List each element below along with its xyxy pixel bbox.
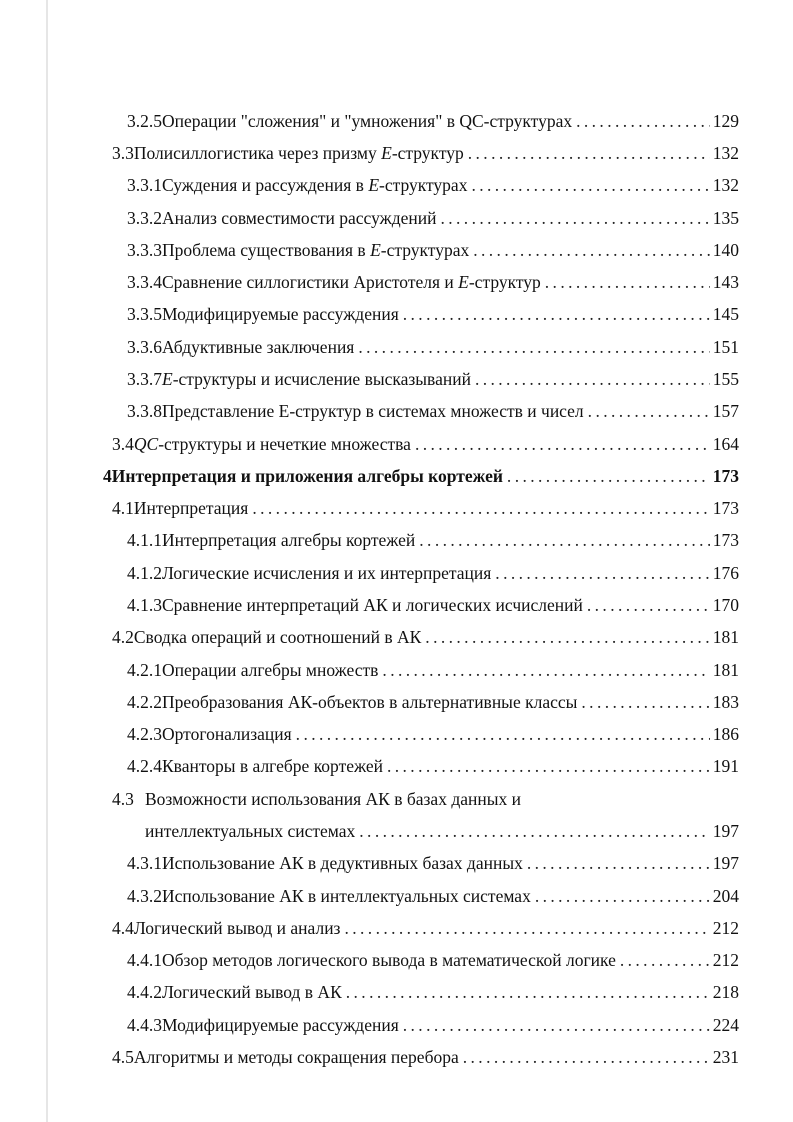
toc-entry-3-3[interactable] [112, 138, 739, 168]
entry-number: 4.1.2 [127, 563, 162, 583]
leader-dots [576, 106, 710, 136]
leader-dots [419, 525, 709, 555]
leader-dots [535, 881, 710, 911]
entry-title: Преобразования АК-объектов в альтернативные классы [162, 692, 578, 712]
toc-entry-3-3-8[interactable] [127, 396, 739, 426]
entry-page: 181 [712, 660, 739, 680]
toc-entry-4-2-2[interactable] [127, 687, 739, 717]
leader-dots [252, 493, 709, 523]
entry-title: Обзор методов логического вывода в математической логике [162, 950, 616, 970]
entry-number: 4.2 [112, 627, 134, 647]
toc-entry-3-3-3[interactable] [127, 235, 739, 265]
entry-number: 4.2.4 [127, 756, 162, 776]
toc-entry-4-4[interactable] [112, 913, 739, 943]
entry-number: 4.5 [112, 1047, 134, 1067]
entry-page: 197 [712, 853, 739, 873]
entry-page: 140 [712, 240, 739, 260]
entry-number: 4 [103, 466, 112, 486]
leader-dots [415, 429, 710, 459]
leader-dots [344, 913, 709, 943]
entry-page: 181 [712, 627, 739, 647]
toc-entry-4-4-2[interactable] [127, 977, 739, 1007]
entry-number: 4.4.1 [127, 950, 162, 970]
entry-title: Использование АК в дедуктивных базах данных [162, 853, 523, 873]
entry-title: Логический вывод в АК [162, 982, 342, 1002]
entry-number: 4.3 [112, 789, 134, 809]
entry-number: 3.3.2 [127, 208, 162, 228]
entry-page: 132 [712, 175, 739, 195]
leader-dots [463, 1042, 710, 1072]
toc-entry-4-5[interactable] [112, 1042, 739, 1072]
toc-entry-3-3-4[interactable] [127, 267, 739, 297]
entry-title: Модифицируемые рассуждения [162, 1015, 399, 1035]
toc-entry-chapter-4[interactable] [103, 461, 739, 491]
entry-number: 3.3.6 [127, 337, 162, 357]
entry-page: 212 [712, 918, 739, 938]
entry-page: 176 [712, 563, 739, 583]
leader-dots [620, 945, 710, 975]
entry-page: 231 [712, 1047, 739, 1067]
entry-number: 4.4.3 [127, 1015, 162, 1035]
entry-title: Полисиллогистика через призму E-структур [133, 143, 464, 163]
toc-entry-4-3[interactable] [112, 784, 739, 814]
entry-title: Ортогонализация [162, 724, 292, 744]
entry-number: 4.3.1 [127, 853, 162, 873]
entry-number: 4.4.2 [127, 982, 162, 1002]
entry-page: 197 [712, 821, 739, 841]
entry-page: 170 [712, 595, 739, 615]
entry-page: 173 [712, 466, 739, 486]
toc-entry-4-2-1[interactable] [127, 655, 739, 685]
entry-title: Сравнение силлогистики Аристотеля и E-структур [162, 272, 541, 292]
leader-dots [587, 590, 710, 620]
leader-dots [545, 267, 710, 297]
toc-entry-3-3-7[interactable] [127, 364, 739, 394]
leader-dots [403, 1010, 710, 1040]
entry-page: 186 [712, 724, 739, 744]
entry-title: Операции "сложения" и "умножения" в QC-структурах [162, 111, 573, 131]
entry-title: Проблема существования в E-структурах [162, 240, 470, 260]
entry-title: Абдуктивные заключения [162, 337, 355, 357]
entry-title: Логические исчисления и их интерпретация [162, 563, 492, 583]
entry-page: 173 [712, 530, 739, 550]
entry-number: 3.3.5 [127, 304, 162, 324]
entry-page: 143 [712, 272, 739, 292]
entry-title: Интерпретация алгебры кортежей [162, 530, 416, 550]
entry-page: 224 [712, 1015, 739, 1035]
leader-dots [440, 203, 709, 233]
entry-title: Суждения и рассуждения в E-структурах [162, 175, 468, 195]
toc-entry-4-4-3[interactable] [127, 1010, 739, 1040]
entry-number: 4.3.2 [127, 886, 162, 906]
entry-title: Анализ совместимости рассуждений [162, 208, 437, 228]
entry-number: 4.1.3 [127, 595, 162, 615]
entry-number: 3.3 [112, 143, 134, 163]
toc-entry-3-2-5[interactable] [127, 106, 739, 136]
entry-title: Использование АК в интеллектуальных системах [162, 886, 531, 906]
leader-dots [468, 138, 710, 168]
toc-entry-4-1-3[interactable] [127, 590, 739, 620]
entry-number: 4.2.1 [127, 660, 162, 680]
entry-page: 173 [712, 498, 739, 518]
toc-entry-4-1[interactable] [112, 493, 739, 523]
entry-page: 155 [712, 369, 739, 389]
leader-dots [358, 332, 709, 362]
entry-title: Сводка операций и соотношений в АК [133, 627, 422, 647]
entry-title-continued: интеллектуальных системах [145, 821, 356, 841]
entry-title: Сравнение интерпретаций АК и логических исчислений [162, 595, 583, 615]
entry-number: 3.3.1 [127, 175, 162, 195]
entry-title: Кванторы в алгебре кортежей [162, 756, 383, 776]
toc-entry-4-2[interactable] [112, 622, 739, 652]
toc-entry-4-3-continued[interactable] [145, 816, 739, 846]
leader-dots [425, 622, 709, 652]
toc-entry-4-1-1[interactable] [127, 525, 739, 555]
toc-entry-4-4-1[interactable] [127, 945, 739, 975]
entry-page: 212 [712, 950, 739, 970]
toc-entry-4-3-1[interactable] [127, 848, 739, 878]
entry-page: 151 [712, 337, 739, 357]
entry-number: 3.3.7 [127, 369, 162, 389]
entry-number: 4.1.1 [127, 530, 162, 550]
leader-dots [359, 816, 709, 846]
entry-title: QC-структуры и нечеткие множества [133, 434, 411, 454]
entry-title: Интерпретация и приложения алгебры кортежей [111, 466, 503, 486]
entry-number: 3.3.4 [127, 272, 162, 292]
entry-number: 4.2.3 [127, 724, 162, 744]
entry-page: 157 [712, 401, 739, 421]
entry-title: Алгоритмы и методы сокращения перебора [133, 1047, 459, 1067]
entry-page: 204 [712, 886, 739, 906]
leader-dots [495, 558, 709, 588]
entry-number: 4.4 [112, 918, 134, 938]
toc-entry-3-4[interactable] [112, 429, 739, 459]
entry-number: 3.3.3 [127, 240, 162, 260]
toc-entry-3-3-6[interactable] [127, 332, 739, 362]
entry-page: 191 [712, 756, 739, 776]
leader-dots [581, 687, 709, 717]
toc-entry-4-2-4[interactable] [127, 751, 739, 781]
entry-title: Операции алгебры множеств [162, 660, 379, 680]
leader-dots [473, 235, 710, 265]
scan-edge [46, 0, 48, 1122]
toc-entry-4-2-3[interactable] [127, 719, 739, 749]
leader-dots [588, 396, 710, 426]
entry-number: 4.2.2 [127, 692, 162, 712]
entry-title: Логический вывод и анализ [133, 918, 341, 938]
entry-page: 164 [712, 434, 739, 454]
leader-dots [507, 461, 710, 491]
toc-entry-3-3-1[interactable] [127, 170, 739, 200]
entry-number: 4.1 [112, 498, 134, 518]
toc-entry-4-3-2[interactable] [127, 881, 739, 911]
entry-page: 183 [712, 692, 739, 712]
toc-entry-3-3-5[interactable] [127, 299, 739, 329]
entry-page: 135 [712, 208, 739, 228]
entry-number: 3.3.8 [127, 401, 162, 421]
entry-number: 3.2.5 [127, 111, 162, 131]
leader-dots [346, 977, 710, 1007]
entry-page: 145 [712, 304, 739, 324]
entry-page: 132 [712, 143, 739, 163]
leader-dots [382, 655, 709, 685]
leader-dots [387, 751, 710, 781]
toc-entry-3-3-2[interactable] [127, 203, 739, 233]
entry-page: 218 [712, 982, 739, 1002]
leader-dots [403, 299, 710, 329]
toc-entry-4-1-2[interactable] [127, 558, 739, 588]
entry-number: 3.4 [112, 434, 134, 454]
entry-title: Представление E-структур в системах множеств и чисел [162, 401, 584, 421]
leader-dots [475, 364, 710, 394]
leader-dots [527, 848, 710, 878]
entry-title: E-структуры и исчисление высказываний [162, 369, 471, 389]
entry-title: Возможности использования АК в базах данных и [145, 789, 521, 809]
entry-title: Интерпретация [133, 498, 249, 518]
leader-dots [296, 719, 710, 749]
leader-dots [471, 170, 709, 200]
entry-title: Модифицируемые рассуждения [162, 304, 399, 324]
entry-page: 129 [712, 111, 739, 131]
